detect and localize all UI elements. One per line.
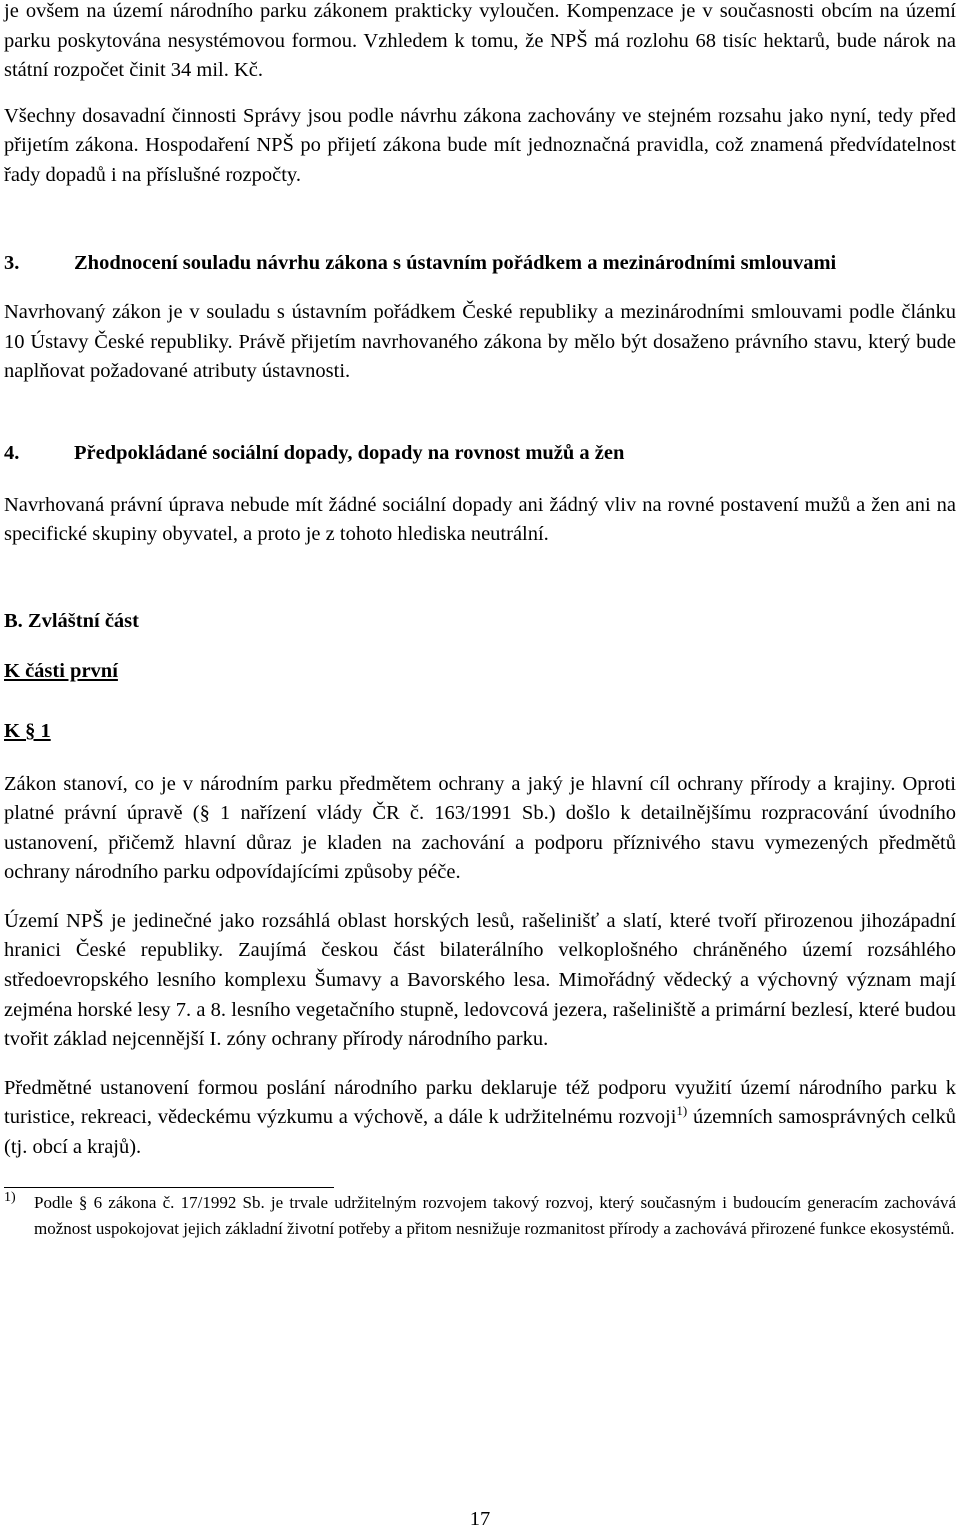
page-number: 17 [469, 1508, 491, 1530]
document-page [4, 0, 956, 1242]
paragraph-1-heading: K § 1 [4, 719, 51, 742]
part-b-paragraph-1: Zákon stanoví, co je v národním parku předmětem ochrany a jaký je hlavní cíl ochrany přírody a krajiny. Oproti platné právní úpravě (§ 1 nařízení vlády ČR č. 163/1991 Sb.) došlo k detailnějšímu rozpracování úvodního ustanovení, přičemž hlavní důraz je kladen na zachování a podporu příznivého stavu vymezených předmětů ochrany národního parku odpovídajícími způsoby péče. [4, 772, 956, 884]
section-3-heading [4, 249, 956, 279]
part-b-heading: B. Zvláštní část [4, 609, 139, 632]
section-4-heading [4, 439, 956, 469]
section-4-number: 4. [4, 441, 20, 464]
footnote-reference[interactable]: 1) [676, 1103, 688, 1119]
footnote-text: Podle § 6 zákona č. 17/1992 Sb. je trvale udržitelným rozvojem takový rozvoj, který současným i budoucím generacím zachovává možnost uspokojovat jejich základní životní potřeby a přitom nesnižuje rozmanitost přírody a zachovává přirozené funkce ekosystémů. [34, 1192, 956, 1238]
section-3-text: Navrhovaný zákon je v souladu s ústavním pořádkem České republiky a mezinárodními smlouvami podle článku 10 Ústavy České republiky. Právě přijetím navrhovaného zákona by mělo být dosaženo právního stavu, který bude naplňovat požadované atributy ústavnosti. [4, 301, 956, 383]
part-b-paragraph-3-text: Předmětné ustanovení formou poslání národního parku deklaruje též podporu využití území národního parku k turistice, rekreaci, vědeckému výzkumu a výchově, a dále k udržitelnému rozvoji [4, 1076, 956, 1129]
intro-paragraph-2: Všechny dosavadní činnosti Správy jsou podle návrhu zákona zachovány ve stejném rozsahu jako nyní, tedy před přijetím zákona. Hospodaření NPŠ po přijetí zákona bude mít jednoznačná pravidla, což znamená předvídatelnost řady dopadů i na příslušné rozpočty. [4, 104, 956, 186]
footnote-mark: 1) [4, 1189, 16, 1205]
part-b-paragraph-2: Území NPŠ je jedinečné jako rozsáhlá oblast horských lesů, rašelinišť a slatí, které tvoří přirozenou jihozápadní hranici České republiky. Zaujímá českou část bilaterálního velkoplošného chráněného území rozsáhlého středoevropského lesního komplexu Šumavy a Bavorského lesa. Mimořádný vědecký a výchovný význam mají zejména horské lesy 7. a 8. lesního vegetačního stupně, ledovcová jezera, rašeliniště a primární bezlesí, které budou tvořit základ nejcennější I. zóny ochrany přírody národního parku. [4, 909, 956, 1051]
section-3-title: Zhodnocení souladu návrhu zákona s ústavním pořádkem a mezinárodními smlouvami [74, 251, 837, 274]
part-b-paragraph-3-end: územních samosprávných celků (tj. obcí a krajů). [4, 1106, 956, 1159]
part-b-subheading: K části první [4, 660, 118, 683]
section-3-number: 3. [4, 251, 20, 274]
section-4-title: Předpokládané sociální dopady, dopady na rovnost mužů a žen [74, 441, 625, 464]
part-b-paragraph-3 [4, 1074, 956, 1163]
section-4-text: Navrhovaná právní úprava nebude mít žádné sociální dopady ani žádný vliv na rovné postavení mužů a žen ani na specifické skupiny obyvatel, a proto je z tohoto hlediska neutrální. [4, 493, 956, 546]
intro-paragraph-1: je ovšem na území národního parku zákonem prakticky vyloučen. Kompenzace je v současnosti obcím na území parku poskytována nesystémovou formou. Vzhledem k tomu, že NPŠ má rozlohu 68 tisíc hektarů, bude nárok na státní rozpočet činit 34 mil. Kč. [4, 0, 956, 82]
footnote [4, 1190, 956, 1242]
footnote-separator [4, 1187, 334, 1188]
